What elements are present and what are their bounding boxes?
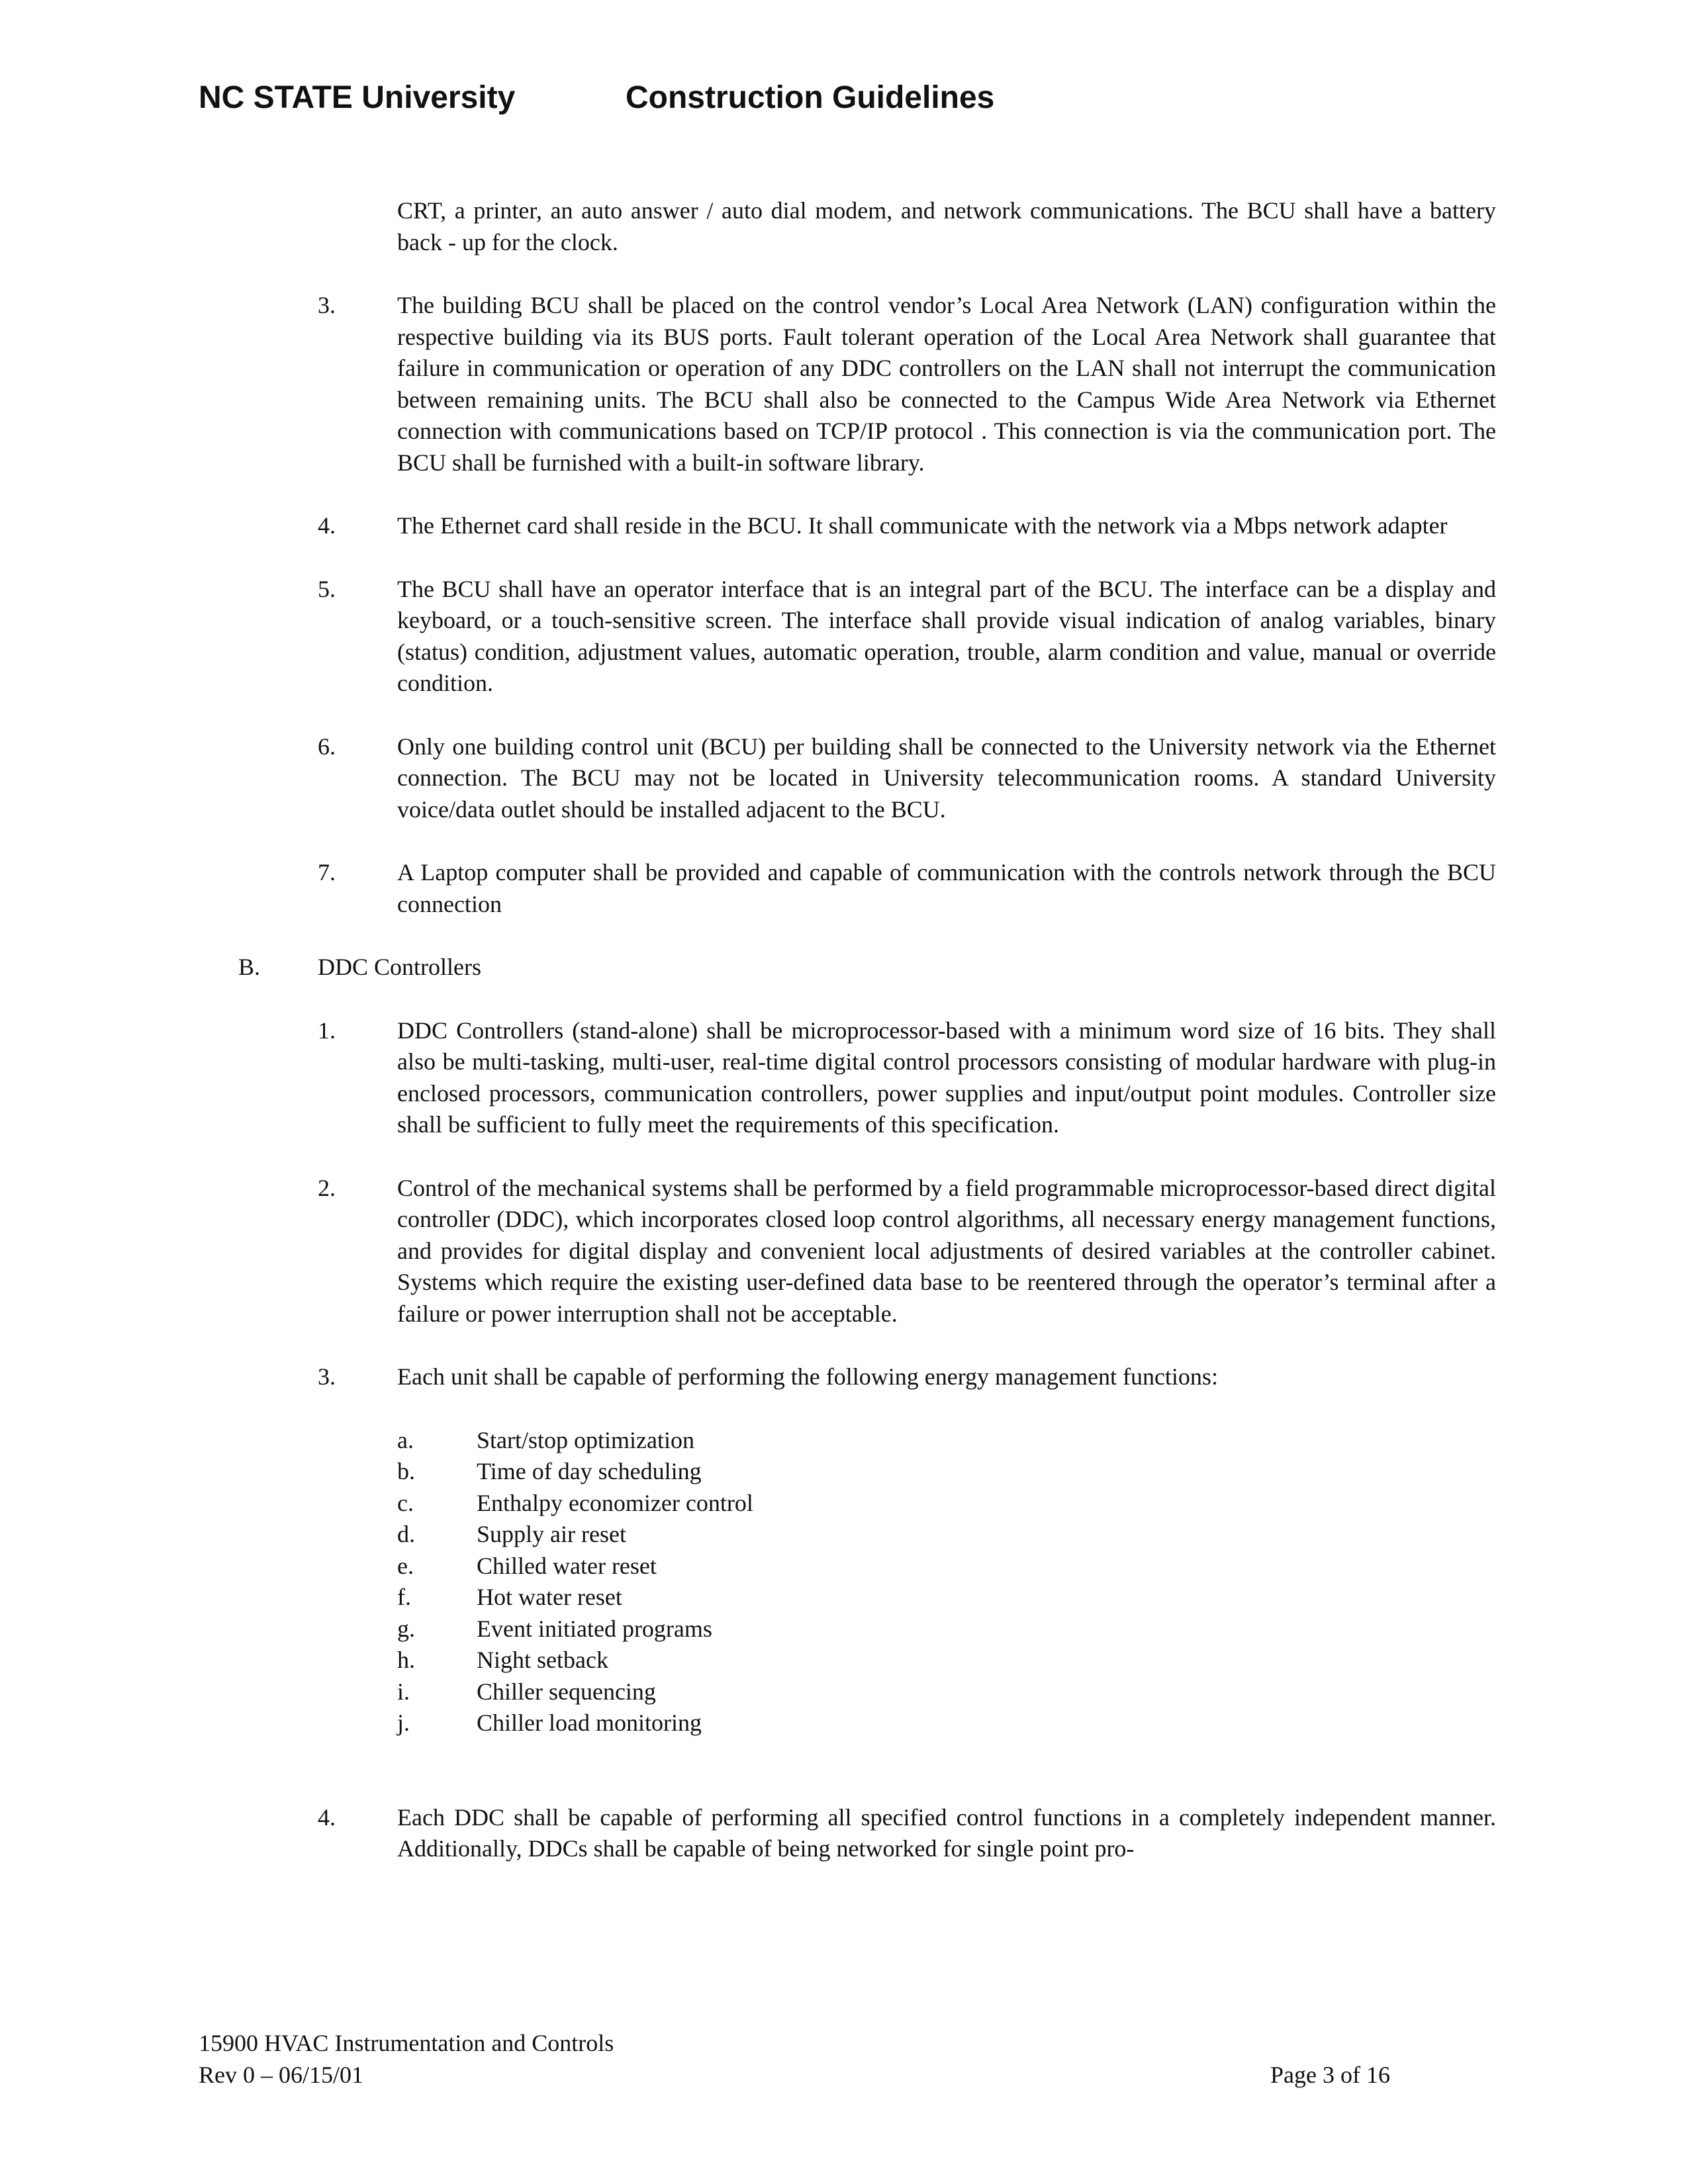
item-number: 5. [318, 575, 336, 602]
page-number: Page 3 of 16 [1270, 2061, 1390, 2088]
document-title: Construction Guidelines [626, 80, 995, 115]
list-item [0, 1425, 1688, 1457]
section-b-item-1 [0, 1015, 1688, 1141]
item-text: Each unit shall be capable of performing the following energy management functions: [397, 1363, 1218, 1390]
section-a-item-5 [0, 574, 1688, 700]
energy-functions-list [0, 1425, 1688, 1739]
item-text: Only one building control unit (BCU) per building shall be connected to the University network via the Ethernet connection. The BCU may not be located in University telecommunication rooms. A standard University voice/data outlet should be installed adjacent to the BCU. [397, 733, 1496, 823]
section-a-item-4 [0, 510, 1688, 542]
list-text: Start/stop optimization [477, 1426, 694, 1453]
list-item [0, 1582, 1688, 1614]
university-name: NC STATE University [199, 80, 516, 115]
item-number: 1. [318, 1017, 336, 1044]
footer-section: 15900 HVAC Instrumentation and Controls [199, 2030, 614, 2056]
page-header [199, 78, 994, 118]
list-letter: j. [397, 1709, 410, 1736]
section-letter: B. [238, 954, 261, 980]
item-text: Each DDC shall be capable of performing all specified control functions in a completely independent manner. Additionally, DDCs shall be capable of being networked for single point pro- [397, 1803, 1496, 1862]
item-number: 4. [318, 1803, 336, 1831]
list-letter: b. [397, 1458, 415, 1484]
section-b-item-2 [0, 1173, 1688, 1330]
section-b-item-3 [0, 1361, 1688, 1393]
list-letter: d. [397, 1521, 415, 1547]
list-letter: f. [397, 1584, 411, 1610]
list-item [0, 1488, 1688, 1520]
section-a-item-6 [0, 731, 1688, 826]
item-text: Control of the mechanical systems shall be performed by a field programmable microprocessor-based direct digital controller (DDC), which incorporates closed loop control algorithms, all necessary energy management functions, and provides for digital display and convenient local adjustments of desired variables at the controller cabinet. Systems which require the existing user-defined data base to be reentered through the operator’s terminal after a failure or power interruption shall not be acceptable. [397, 1174, 1496, 1327]
paragraph-text: CRT, a printer, an auto answer / auto dial modem, and network communications. The BCU shall have a battery back - up for the clock. [397, 197, 1496, 255]
list-item [0, 1614, 1688, 1645]
item-text: DDC Controllers (stand-alone) shall be microprocessor-based with a minimum word size of 16 bits. They shall also be multi-tasking, multi-user, real-time digital control processors consisting of modular hardware with plug-in enclosed processors, communication controllers, power supplies and input/output point modules. Controller size shall be sufficient to fully meet the requirements of this specification. [397, 1017, 1496, 1138]
list-item [0, 1676, 1688, 1708]
item-number: 2. [318, 1174, 336, 1201]
section-title: DDC Controllers [318, 954, 481, 980]
item-number: 3. [318, 1363, 336, 1390]
list-letter: a. [397, 1426, 414, 1453]
list-item [0, 1519, 1688, 1551]
list-text: Hot water reset [477, 1584, 622, 1610]
section-b-item-4 [0, 1802, 1688, 1865]
list-text: Night setback [477, 1647, 608, 1673]
list-item [0, 1707, 1688, 1739]
list-text: Chilled water reset [477, 1552, 657, 1579]
list-letter: e. [397, 1552, 414, 1579]
item-text: The building BCU shall be placed on the control vendor’s Local Area Network (LAN) configuration within the respective building via its BUS ports. Fault tolerant operation of the Local Area Network shall guarantee that failure in communication or operation of any DDC controllers on the LAN shall not interrupt the communication between remaining units. The BCU shall also be connected to the Campus Wide Area Network via Ethernet connection with communications based on TCP/IP protocol . This connection is via the communication port. The BCU shall be furnished with a built-in software library. [397, 292, 1496, 476]
list-text: Enthalpy economizer control [477, 1489, 753, 1516]
footer-revision: Rev 0 – 06/15/01 [199, 2061, 363, 2088]
item-number: 6. [318, 733, 336, 760]
section-a-item-3 [0, 290, 1688, 478]
list-text: Supply air reset [477, 1521, 626, 1547]
item-number: 3. [318, 292, 336, 318]
section-a-item-7 [0, 857, 1688, 920]
list-letter: i. [397, 1678, 410, 1705]
page-footer [199, 2028, 1390, 2091]
item-number: 7. [318, 859, 336, 886]
list-letter: c. [397, 1489, 414, 1516]
item-text: A Laptop computer shall be provided and capable of communication with the controls network through the BCU connection [397, 859, 1496, 917]
list-text: Time of day scheduling [477, 1458, 702, 1484]
list-item [0, 1456, 1688, 1488]
list-text: Chiller sequencing [477, 1678, 656, 1705]
document-body [0, 195, 1688, 1865]
list-letter: g. [397, 1615, 415, 1642]
list-text: Event initiated programs [477, 1615, 712, 1642]
item-text: The BCU shall have an operator interface that is an integral part of the BCU. The interface can be a display and keyboard, or a touch-sensitive screen. The interface shall provide visual indication of analog variables, binary (status) condition, adjustment values, automatic operation, trouble, alarm condition and value, manual or override condition. [397, 575, 1496, 696]
continued-paragraph [0, 195, 1688, 258]
list-item [0, 1551, 1688, 1582]
list-text: Chiller load monitoring [477, 1709, 702, 1736]
item-text: The Ethernet card shall reside in the BCU. It shall communicate with the network via a Mbps network adapter [397, 512, 1448, 539]
list-letter: h. [397, 1647, 415, 1673]
list-item [0, 1645, 1688, 1676]
item-number: 4. [318, 512, 336, 539]
section-b-heading [0, 952, 1688, 983]
